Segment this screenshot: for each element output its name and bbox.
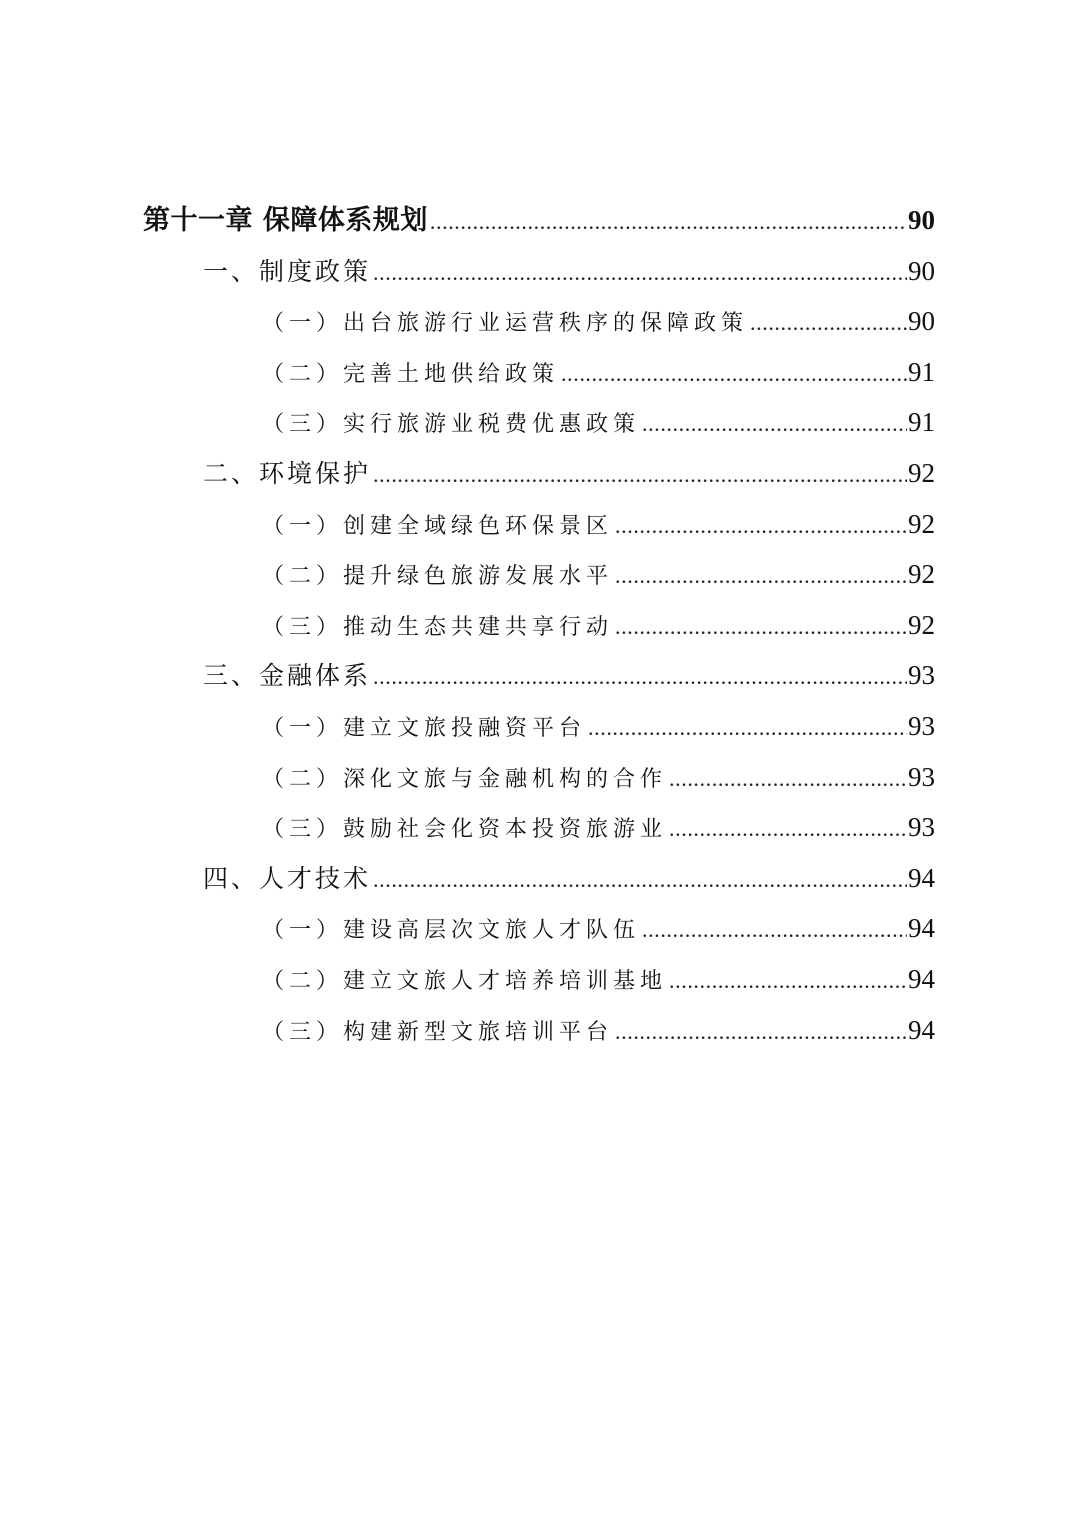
subsection-page-number: 91	[908, 407, 935, 438]
subsection-title: （一）建立文旅投融资平台	[262, 715, 587, 741]
toc-entry-subsection	[143, 600, 935, 651]
table-of-contents	[143, 195, 935, 1055]
subsection-page-number: 94	[908, 1014, 935, 1045]
toc-entry-subsection	[143, 1005, 935, 1056]
section-title: 四、人才技术	[203, 863, 372, 893]
chapter-page-number: 90	[908, 205, 935, 235]
leader-dots	[750, 298, 907, 349]
subsection-title: （三）实行旅游业税费优惠政策	[262, 412, 641, 438]
subsection-title: （一）出台旅游行业运营秩序的保障政策	[262, 311, 749, 337]
toc-entry-subsection	[143, 752, 935, 803]
toc-entry-subsection	[143, 296, 935, 347]
leader-dots	[615, 501, 907, 552]
leader-dots	[588, 703, 907, 754]
toc-entry-subsection	[143, 549, 935, 600]
toc-entry-subsection	[143, 397, 935, 448]
toc-entry-subsection	[143, 903, 935, 954]
toc-entry-subsection	[143, 802, 935, 853]
toc-entry-section	[143, 246, 935, 297]
subsection-page-number: 93	[908, 761, 935, 792]
subsection-page-number: 94	[908, 913, 935, 944]
subsection-page-number: 90	[908, 306, 935, 337]
subsection-page-number: 94	[908, 963, 935, 994]
subsection-page-number: 93	[908, 710, 935, 741]
subsection-title: （二）提升绿色旅游发展水平	[262, 564, 614, 590]
toc-entry-subsection	[143, 347, 935, 398]
leader-dots	[561, 349, 907, 400]
leader-dots	[669, 754, 907, 805]
section-title: 三、金融体系	[203, 661, 372, 691]
toc-entry-subsection	[143, 499, 935, 550]
chapter-title: 第十一章 保障体系规划	[143, 205, 428, 236]
toc-entry-subsection	[143, 954, 935, 1005]
toc-entry-chapter	[143, 195, 935, 246]
toc-entry-section	[143, 853, 935, 904]
leader-dots	[373, 248, 907, 299]
section-page-number: 90	[908, 255, 935, 286]
subsection-page-number: 92	[908, 609, 935, 640]
leader-dots	[373, 450, 907, 501]
leader-dots	[642, 905, 907, 956]
subsection-title: （一）创建全域绿色环保景区	[262, 513, 614, 539]
section-page-number: 93	[908, 660, 935, 691]
leader-dots	[430, 197, 907, 248]
leader-dots	[373, 652, 907, 703]
section-title: 二、环境保护	[203, 458, 372, 488]
subsection-title: （三）鼓励社会化资本投资旅游业	[262, 817, 668, 843]
subsection-page-number: 92	[908, 559, 935, 590]
toc-entry-section	[143, 448, 935, 499]
leader-dots	[642, 399, 907, 450]
subsection-page-number: 91	[908, 356, 935, 387]
section-title: 一、制度政策	[203, 256, 372, 286]
subsection-page-number: 93	[908, 812, 935, 843]
subsection-title: （三）构建新型文旅培训平台	[262, 1019, 614, 1045]
leader-dots	[669, 804, 907, 855]
section-page-number: 92	[908, 457, 935, 488]
leader-dots	[615, 1007, 907, 1058]
subsection-title: （二）建立文旅人才培养培训基地	[262, 968, 668, 994]
leader-dots	[373, 855, 907, 906]
leader-dots	[615, 551, 907, 602]
section-page-number: 94	[908, 862, 935, 893]
subsection-title: （三）推动生态共建共享行动	[262, 614, 614, 640]
subsection-page-number: 92	[908, 508, 935, 539]
subsection-title: （一）建设高层次文旅人才队伍	[262, 918, 641, 944]
leader-dots	[669, 956, 907, 1007]
leader-dots	[615, 602, 907, 653]
subsection-title: （二）深化文旅与金融机构的合作	[262, 766, 668, 792]
toc-entry-subsection	[143, 701, 935, 752]
toc-entry-section	[143, 650, 935, 701]
subsection-title: （二）完善土地供给政策	[262, 361, 560, 387]
